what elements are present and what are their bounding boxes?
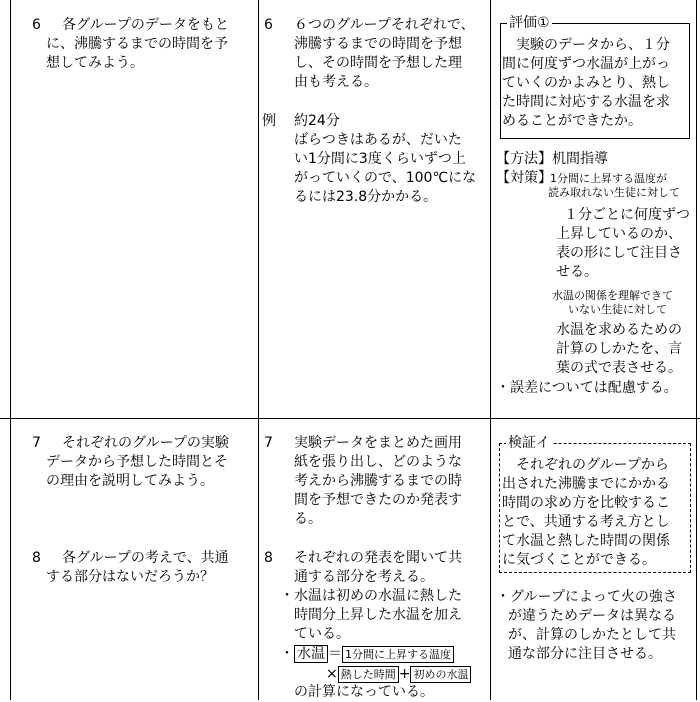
col1-step8-line2: する部分はないだろうか？	[46, 569, 214, 585]
col2-example-line1: ばらつきはあるが、だいた	[294, 132, 462, 148]
verification-line1: それぞれのグループから	[516, 457, 669, 473]
countermeasure-target1-line1: 1分間に上昇する温度が	[550, 172, 667, 185]
col2-bullet-line1: ・水温は初めの水温に熱した	[280, 588, 462, 604]
col2-formula-row2	[326, 665, 471, 684]
col2-bullet-line3: ている。	[294, 626, 350, 642]
method-text: 【方法】机間指導	[496, 151, 608, 167]
formula-equals: ＝	[328, 646, 342, 662]
countermeasure-target1-line2: 読み取れない生徒に対して	[548, 186, 680, 199]
countermeasure1-line4: せる。	[556, 264, 598, 280]
col3-bullet2-line1: ・グループによって火の強さ	[496, 589, 677, 605]
col2-example-line2: い1分間に3度くらいずつ上	[294, 151, 466, 167]
row-divider	[0, 418, 700, 419]
formula-initial-temp-box: 初めの水温	[410, 666, 471, 683]
verification-title: 検証イ	[508, 435, 550, 451]
col3-bullet2-line3: が、計算のしかたとして共	[508, 627, 676, 643]
verification-line3: 時間の求め方を比較するこ	[502, 495, 670, 511]
verification-line2: 出された沸騰までにかかる	[502, 476, 670, 492]
formula-bullet: ・	[280, 646, 294, 662]
col2-formula-row1	[280, 645, 454, 664]
col1-step7-line3: の理由を説明してみよう。	[46, 473, 214, 489]
col2-step7-line3: 考えから沸騰するまでの時	[294, 473, 462, 489]
col2-bullet-line2: 時間分上昇した水温を加え	[294, 607, 462, 623]
col1-step8-number: 8	[32, 550, 41, 566]
verification-line6: に気づくことができる。	[502, 552, 656, 568]
col2-step6-line4: 由も考える。	[294, 74, 378, 90]
column-divider-1	[258, 0, 259, 700]
formula-times: ×	[326, 666, 338, 682]
formula-plus: +	[398, 666, 411, 682]
error-note: ・誤差については配慮する。	[496, 380, 678, 396]
col1-step6-line1: 各グループのデータをもと	[62, 17, 229, 33]
col2-formula-tail: の計算になっている。	[294, 684, 434, 700]
col1-step7-line2: データから予想した時間とそ	[46, 454, 228, 470]
col2-step6-line2: 沸騰するまでの時間を予想	[294, 36, 462, 52]
col2-step6-line1: ６つのグループそれぞれで、	[294, 17, 475, 33]
verification-line4: とで、共通する考え方とし	[502, 514, 670, 530]
countermeasure-target2-line1: 水温の関係を理解できて	[552, 289, 673, 302]
col2-step8-number: 8	[264, 550, 273, 566]
countermeasure1-line2: 上昇しているのか、	[556, 226, 682, 242]
col1-step6-line3: 想してみよう。	[46, 55, 144, 71]
countermeasure-target2-line2: いない生徒に対して	[568, 303, 667, 316]
col2-step7-number: 7	[264, 435, 273, 451]
evaluation-line1: 実験のデータから、１分	[516, 37, 670, 53]
verification-line5: て水温と熱した時間の関係	[502, 533, 670, 549]
formula-water-temp-box: 水温	[294, 645, 328, 663]
countermeasure1-line1: １分ごとに何度ずつ	[564, 207, 690, 223]
col1-step6-number: 6	[32, 17, 41, 33]
countermeasure2-line1: 水温を求めるための	[556, 322, 682, 338]
formula-rise-per-minute-box: 1分間に上昇する温度	[342, 646, 454, 663]
evaluation-line5: めることができたか。	[502, 113, 642, 129]
col1-step7-line1: それぞれのグループの実験	[62, 435, 229, 451]
evaluation-line4: た時間に対応する水温を求	[502, 94, 670, 110]
countermeasure2-line3: 葉の式で表させる。	[556, 360, 682, 376]
col1-step6-line2: に、沸騰するまでの時間を予	[46, 36, 228, 52]
formula-heated-time-box: 熱した時間	[338, 666, 399, 683]
column-divider-2	[490, 0, 491, 700]
col2-example-line3: がっていくので、100℃にな	[294, 170, 477, 186]
countermeasure2-line2: 計算のしかたを、言	[556, 341, 682, 357]
col3-bullet2-line2: が違うためデータは異なる	[508, 608, 676, 624]
col2-step8-line2: 通する部分を考える。	[294, 569, 434, 585]
col2-step7-line4: 間を予想できたのか発表す	[294, 492, 462, 508]
col2-step7-line2: 紙を張り出し、どのような	[294, 454, 462, 470]
table-left-border	[10, 0, 11, 700]
col2-step7-line5: る。	[294, 511, 322, 527]
col2-step7-line1: 実験データをまとめた画用	[294, 435, 462, 451]
col2-example-label: 例	[262, 113, 276, 129]
col1-step8-line1: 各グループの考えで、共通	[62, 550, 229, 566]
countermeasure1-line3: 表の形にして注目さ	[556, 245, 682, 261]
col3-bullet2-line4: 通な部分に注目させる。	[508, 646, 662, 662]
evaluation-line2: 間に何度ずつ水温が上がっ	[502, 56, 670, 72]
col2-example-line4: るには23.8分かかる。	[294, 189, 438, 205]
col2-step6-number: 6	[264, 17, 273, 33]
col1-step7-number: 7	[32, 435, 41, 451]
table-right-border	[696, 0, 697, 700]
col2-example-head: 約24分	[294, 113, 340, 129]
col2-step6-line3: し、その時間を予想した理	[294, 55, 462, 71]
evaluation-title: 評価①	[509, 15, 550, 31]
evaluation-line3: ていくのかよみとり、熱し	[502, 75, 670, 91]
countermeasure-label: 【対策】	[496, 170, 552, 186]
col2-step8-line1: それぞれの発表を聞いて共	[294, 550, 462, 566]
